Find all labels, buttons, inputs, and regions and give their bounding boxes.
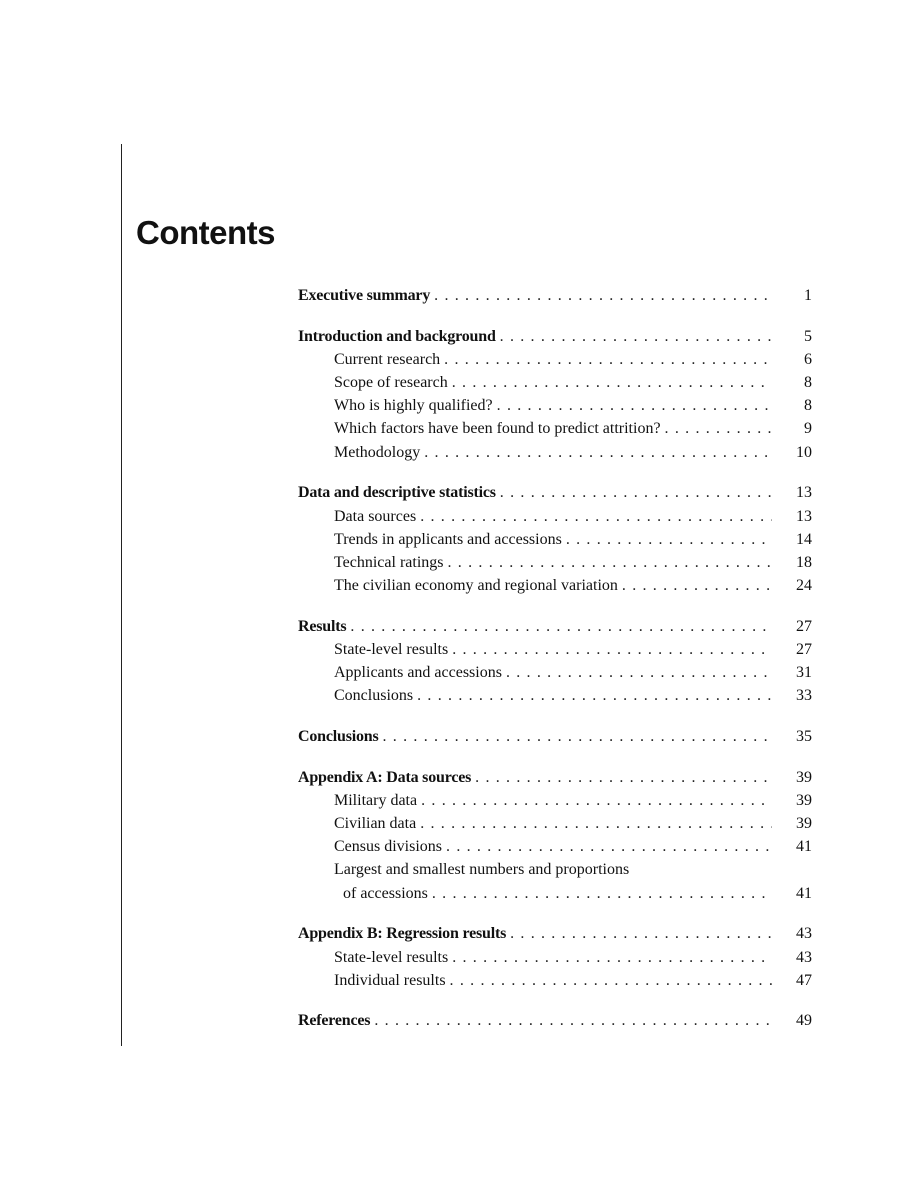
toc-section-data-and-descriptive-statistics (298, 481, 812, 597)
dot-leader (421, 789, 772, 812)
dot-leader (350, 615, 772, 638)
toc-page-number: 13 (796, 507, 812, 525)
dot-leader (448, 551, 773, 574)
dot-leader (500, 325, 772, 348)
toc-entry-who-is-highly-qualified[interactable] (298, 394, 812, 417)
toc-entry-label: Census divisions (334, 835, 446, 858)
toc-entry-scope-of-research[interactable] (298, 371, 812, 394)
toc-entry-applicants-and-accessions[interactable] (298, 661, 812, 684)
toc-page-number: 49 (796, 1012, 812, 1030)
toc-entry-military-data[interactable] (298, 789, 812, 812)
dot-leader (446, 835, 772, 858)
toc-entry-label: State-level results (334, 638, 452, 661)
dot-leader (420, 812, 772, 835)
toc-page-number: 43 (796, 925, 812, 943)
toc-entry-label: Military data (334, 789, 421, 812)
toc-entry-technical-ratings[interactable] (298, 551, 812, 574)
dot-leader (424, 441, 772, 464)
dot-leader (452, 946, 772, 969)
toc-entry-individual-results[interactable] (298, 969, 812, 992)
toc-entry-data-and-descriptive-statistics[interactable] (298, 481, 812, 504)
toc-page-number: 13 (796, 484, 812, 502)
dot-leader (444, 348, 772, 371)
toc-entry-label: Conclusions (334, 684, 417, 707)
toc-page-number: 43 (796, 948, 812, 966)
dot-leader (566, 528, 772, 551)
toc-page-number: 35 (796, 728, 812, 745)
dot-leader (417, 684, 772, 707)
toc-entry-label: Results (298, 615, 350, 638)
toc-page-number: 9 (804, 420, 812, 438)
toc-entry-current-research[interactable] (298, 348, 812, 371)
dot-leader (383, 725, 773, 748)
dot-leader (510, 922, 772, 945)
dot-leader (506, 661, 772, 684)
toc-entry-introduction-and-background[interactable] (298, 325, 812, 348)
toc-entry-label: The civilian economy and regional variation (334, 574, 622, 597)
toc-page-number: 27 (796, 617, 812, 635)
toc-entry-factors-predict-attrition[interactable] (298, 417, 812, 440)
toc-entry-methodology[interactable] (298, 441, 812, 464)
toc-entry-label: Data sources (334, 505, 420, 528)
toc-section-executive-summary (298, 284, 812, 307)
toc-page-number: 27 (796, 640, 812, 658)
toc-entry-label: Methodology (334, 441, 424, 464)
dot-leader (665, 417, 772, 440)
toc-entry-label: Appendix B: Regression results (298, 922, 510, 945)
toc-entry-label: State-level results (334, 946, 452, 969)
toc-entry-label: Introduction and background (298, 325, 500, 348)
dot-leader (500, 481, 772, 504)
toc-entry-executive-summary[interactable] (298, 284, 812, 307)
toc-page-number: 6 (804, 350, 812, 368)
toc-page-number: 41 (796, 838, 812, 856)
toc-entry-label: Scope of research (334, 371, 452, 394)
toc-entry-label: Conclusions (298, 725, 383, 748)
dot-leader (432, 882, 772, 905)
toc-entry-largest-smallest-continuation[interactable] (298, 882, 812, 905)
toc-entry-label: Trends in applicants and accessions (334, 528, 566, 551)
toc-page-number: 18 (796, 553, 812, 571)
toc-entry-appendix-b-state-level-results[interactable] (298, 946, 812, 969)
toc-entry-label: References (298, 1009, 374, 1032)
toc-page-number: 24 (796, 577, 812, 595)
toc-entry-appendix-a[interactable] (298, 766, 812, 789)
toc-entry-results[interactable] (298, 615, 812, 638)
toc-entry-label: Technical ratings (334, 551, 448, 574)
dot-leader (622, 574, 772, 597)
toc-page-number: 39 (796, 791, 812, 809)
table-of-contents (298, 284, 812, 1050)
toc-page-number: 39 (796, 815, 812, 833)
dot-leader (452, 638, 772, 661)
toc-entry-label: Current research (334, 348, 444, 371)
toc-page-number: 47 (796, 971, 812, 989)
toc-section-introduction (298, 325, 812, 464)
toc-entry-appendix-b[interactable] (298, 922, 812, 945)
dot-leader (497, 394, 772, 417)
toc-section-appendix-b (298, 922, 812, 992)
toc-section-appendix-a (298, 766, 812, 905)
toc-entry-label: Individual results (334, 969, 450, 992)
dot-leader (452, 371, 772, 394)
toc-page-number: 41 (796, 884, 812, 902)
toc-page-number: 31 (796, 664, 812, 682)
dot-leader (420, 505, 772, 528)
toc-section-results (298, 615, 812, 708)
dot-leader (434, 284, 772, 307)
toc-page-number: 10 (796, 443, 812, 461)
toc-entry-references[interactable] (298, 1009, 812, 1032)
toc-entry-trends-applicants-accessions[interactable] (298, 528, 812, 551)
toc-entry-label: Which factors have been found to predict attrition? (334, 417, 665, 440)
dot-leader (450, 969, 772, 992)
toc-entry-results-conclusions[interactable] (298, 684, 812, 707)
toc-page-number: 8 (804, 397, 812, 415)
toc-entry-label-continuation: of accessions (334, 882, 432, 905)
dot-leader (374, 1009, 772, 1032)
toc-entry-label: Data and descriptive statistics (298, 481, 500, 504)
toc-section-conclusions (298, 725, 812, 748)
toc-entry-census-divisions[interactable] (298, 835, 812, 858)
margin-rule (121, 144, 122, 1046)
toc-entry-civilian-economy[interactable] (298, 574, 812, 597)
toc-entry-label: Executive summary (298, 284, 434, 307)
toc-entry-civilian-data[interactable] (298, 812, 812, 835)
toc-entry-label: Civilian data (334, 812, 420, 835)
toc-entry-label: Who is highly qualified? (334, 394, 497, 417)
toc-entry-label: Applicants and accessions (334, 661, 506, 684)
toc-page-number: 1 (804, 287, 812, 304)
toc-section-references (298, 1009, 812, 1032)
toc-entry-label: Appendix A: Data sources (298, 766, 475, 789)
toc-entry-label: Largest and smallest numbers and proportions (334, 861, 633, 878)
dot-leader (475, 766, 772, 789)
toc-page-number: 8 (804, 374, 812, 392)
toc-page-number: 14 (796, 530, 812, 548)
toc-page-number: 39 (796, 768, 812, 786)
toc-entry-state-level-results[interactable] (298, 638, 812, 661)
toc-page-number: 33 (796, 687, 812, 705)
toc-page-number: 5 (804, 327, 812, 345)
page-title: Contents (136, 214, 275, 251)
toc-entry-data-sources[interactable] (298, 505, 812, 528)
toc-entry-largest-smallest-first-line[interactable] (298, 858, 812, 881)
toc-entry-conclusions[interactable] (298, 725, 812, 748)
